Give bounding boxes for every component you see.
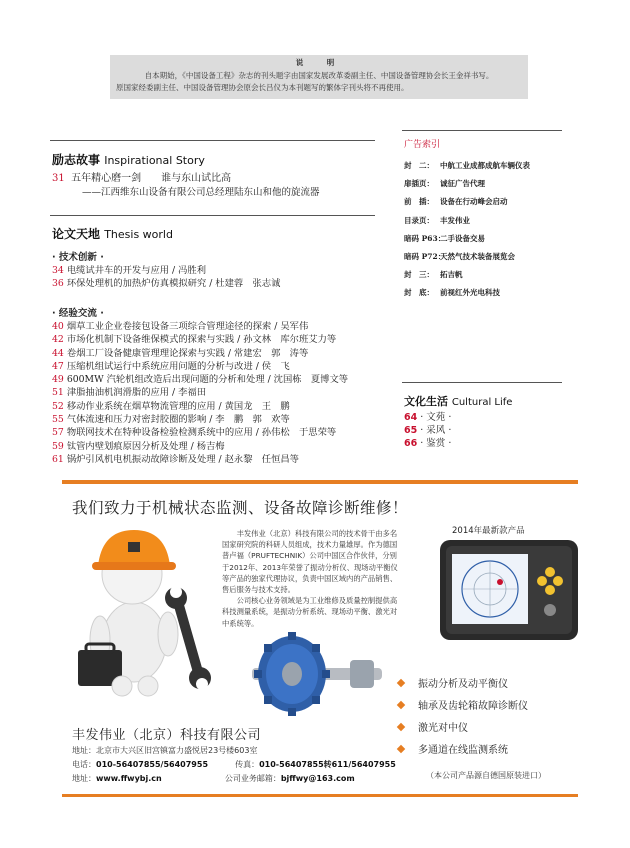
page-number: 51	[52, 387, 64, 399]
product-item: 振动分析及动平衡仪	[398, 674, 578, 696]
diamond-bullet-icon	[397, 679, 405, 687]
divider	[402, 382, 562, 383]
ad-index-row: 目录页： 丰发伟业	[404, 215, 470, 225]
toc-entry[interactable]	[52, 440, 377, 453]
diamond-bullet-icon	[397, 701, 405, 709]
entry-title: 600MW 汽轮机组改造后出现问题的分析和处理 / 沈国栋 夏博文等	[66, 374, 349, 386]
page-number: 36	[52, 278, 64, 290]
culture-entry[interactable]: 64 · 文苑 ·	[404, 412, 452, 423]
notice-title: 说 明	[295, 58, 343, 67]
entry-title: 钛管内壁划痕原因分析及处理 / 杨吉梅	[66, 440, 225, 452]
entry-title: 卷烟工厂设备健康管理理论探索与实践 / 常建宏 郭 涛等	[66, 347, 309, 359]
product-item: 多通道在线监测系统	[398, 740, 578, 762]
page-number: 47	[52, 360, 64, 372]
web-line: 地址：www.ffwybj.cn 公司业务邮箱：bjffwy@163.com	[72, 774, 355, 783]
page-number: 44	[52, 347, 64, 359]
entry-title: 烟草工业企业卷接包设备三项综合管理途径的探索 / 吴军伟	[66, 321, 309, 332]
culture-entry[interactable]: 66 · 鉴赏 ·	[404, 438, 452, 449]
entry-title: 津脂抽油机润滑脂的应用 / 李福田	[66, 387, 207, 399]
ad-index-row: 扉插页： 诚征广告代理	[404, 179, 485, 189]
page-number: 49	[52, 374, 64, 386]
page-number: 34	[52, 265, 64, 276]
page-number: 55	[52, 414, 64, 426]
diamond-bullet-icon	[397, 723, 405, 731]
notice-box	[110, 55, 528, 99]
entry-title: 环保处理机的加热炉仿真模拟研究 / 杜建蓉 张志诚	[66, 278, 281, 290]
ad-index-row: 封 二： 中航工业成都成航车辆仪表	[404, 161, 530, 170]
ad-index-row: 封 底： 前视红外光电科技	[404, 288, 500, 298]
toc-entry[interactable]	[52, 333, 377, 346]
toc-entry[interactable]	[52, 400, 377, 413]
story-subtitle: ——江西维东山设备有限公司总经理陆东山和他的旋流器	[82, 187, 320, 198]
section-title-inspirational: 励志故事 Inspirational Story	[52, 153, 205, 167]
ad-index-row: 暗码 P63：二手设备交易	[404, 233, 485, 243]
toc-entry[interactable]	[52, 386, 377, 399]
page-number: 40	[52, 321, 64, 332]
notice-line-1: 自本期始，《中国设备工程》杂志的刊头题字由国家发展改革委副主任、中国设备管理协会长王金祥书写。	[144, 71, 494, 80]
toc-entry[interactable]	[52, 277, 377, 290]
page-number: 57	[52, 427, 64, 439]
ad-index-title: 广告索引	[404, 140, 441, 150]
toc-entry[interactable]	[52, 320, 377, 333]
entry-title: 移动作业系统在烟草物流管理的应用 / 黄国龙 王 鹏	[66, 400, 290, 412]
ad-index-row: 暗码 P72：天然气技术装备展览会	[404, 252, 515, 262]
ad-bottom-bar	[62, 794, 578, 797]
page-number: 61	[52, 453, 64, 465]
tech-list	[52, 264, 377, 291]
diamond-bullet-icon	[397, 745, 405, 753]
notice-line-2: 原国家经委副主任、中国设备管理协会原会长吕仪为本刊题写的繁体字刊头将不再使用。	[116, 83, 409, 92]
product-item: 轴承及齿轮箱故障诊断仪	[398, 696, 578, 718]
address-line: 地址：北京市大兴区旧宫镇富力盛悦居23号楼603室	[72, 746, 258, 755]
inspirational-story[interactable]	[52, 172, 372, 200]
website-link[interactable]: www.ffwybj.cn	[96, 774, 162, 783]
entry-title: 压缩机组试运行中系统应用问题的分析与改进 / 侯 飞	[66, 360, 290, 372]
toc-entry[interactable]	[52, 373, 377, 386]
toc-entry[interactable]	[52, 347, 377, 360]
entry-title: 电缆试井车的开发与应用 / 冯胜利	[66, 265, 207, 276]
company-description: 丰发伟业（北京）科技有限公司的技术骨干由多名国家研究院的科研人员组成，技术力量雄厚。作为德国普卢福（PRUFTECHNIK）公司中国区合作伙伴，分别于2012年、2013年荣誉了振动分析仪、现场动平衡仪等产品的独家代理协议，负责中国区域内的产品销售、售后服务与技术支持。 公司核心业务领域是为工业维修及质量控制提供高科技测量系统，是振动分析系统、现场动平衡、激光对中系统等。	[222, 529, 398, 628]
new-product-badge: 2014年最新款产品	[452, 526, 525, 536]
entry-title: 气体流速和压力对密封胶圈的影响 / 李 鹏 郭 欢等	[66, 414, 290, 426]
story-title: 五年精心磨一剑 谁与东山试比高	[71, 173, 232, 184]
page-number: 31	[52, 173, 65, 184]
ad-index-list	[404, 157, 574, 303]
ad-slogan: 我们致力于机械状态监测、设备故障诊断维修！	[72, 499, 409, 517]
email-link[interactable]: bjffwy@163.com	[280, 774, 355, 783]
products-note: （本公司产品源自德国原装进口）	[426, 771, 546, 780]
toc-entry[interactable]	[52, 426, 377, 439]
toc-entry[interactable]	[52, 360, 377, 373]
page-number: 59	[52, 440, 64, 452]
contact-info	[72, 744, 396, 786]
ad-top-bar	[62, 480, 578, 484]
culture-entry[interactable]: 65 · 采风 ·	[404, 425, 452, 436]
divider	[402, 130, 562, 131]
vibration-analyzer-device	[438, 538, 580, 642]
toc-entry[interactable]	[52, 413, 377, 426]
ad-index-row: 前 插： 设备在行动峰会启动	[404, 197, 508, 207]
company-name: 丰发伟业（北京）科技有限公司	[72, 728, 262, 743]
divider	[50, 215, 375, 216]
gear-shaft-illustration	[232, 630, 392, 720]
worker-mascot-illustration	[72, 522, 212, 698]
entry-title: 锅炉引风机电机振动故障诊断及处理 / 赵永黎 任恒昌等	[66, 453, 299, 465]
section-title-culture: 文化生活 Cultural Life	[404, 395, 513, 408]
section-title-thesis: 论文天地 Thesis world	[52, 227, 173, 241]
exp-list	[52, 320, 377, 466]
entry-title: 物联网技术在特种设备检验检测系统中的应用 / 孙伟松 于思荣等	[66, 427, 337, 439]
divider	[50, 140, 375, 141]
product-list	[398, 674, 578, 762]
ad-index-row: 封 三： 拓吉帆	[404, 270, 463, 280]
subsection-exp: · 经验交流 ·	[52, 308, 104, 319]
entry-title: 市场化机制下设备维保模式的探索与实践 / 孙文林 库尔班艾力等	[66, 334, 337, 346]
phone-line: 电话：010-56407855/56407955 传真：010-56407855转611/56407955	[72, 760, 396, 769]
culture-list	[404, 411, 451, 450]
subsection-tech: · 技术创新 ·	[52, 252, 104, 263]
toc-entry[interactable]	[52, 453, 377, 466]
toc-entry[interactable]	[52, 264, 377, 277]
product-item: 激光对中仪	[398, 718, 578, 740]
page-number: 42	[52, 334, 64, 346]
page-number: 52	[52, 400, 64, 412]
